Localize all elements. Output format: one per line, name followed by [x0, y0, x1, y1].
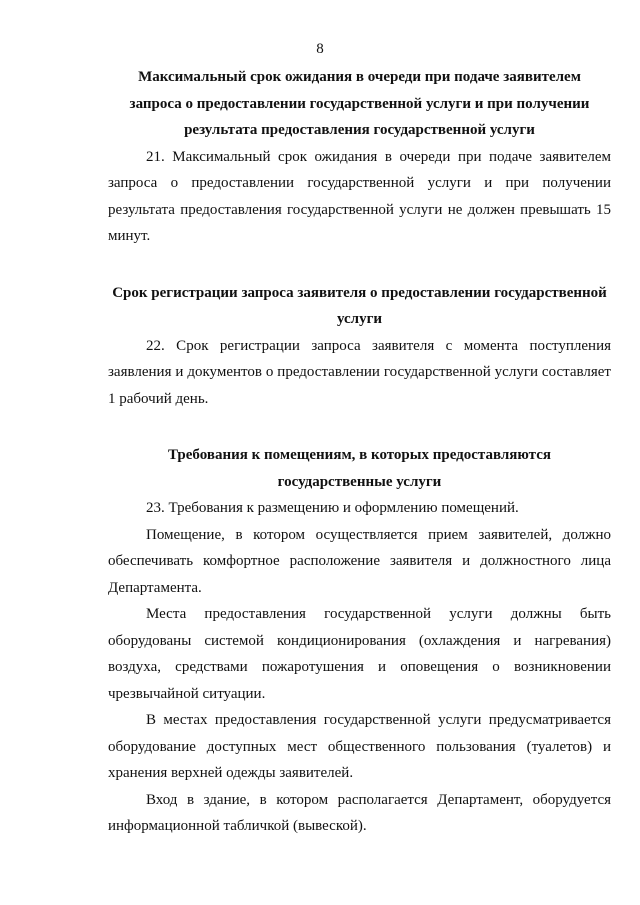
paragraph-premises: Помещение, в котором осуществляется прием заявителей, должно обеспечивать комфортное расположение заявителя и должностного лица Департамента.: [108, 526, 611, 596]
paragraph-21: 21. Максимальный срок ожидания в очереди при подаче заявителем запроса о предоставлении государственной услуги и при получении результата предоставления государственной услуги не должен превышать 15 минут.: [108, 148, 611, 244]
section-queue-time: [108, 64, 611, 250]
paragraph-public-facilities: В местах предоставления государственной услуги предусматривается оборудование доступных мест общественного пользования (туалетов) и хранения верхней одежды заявителей.: [108, 712, 611, 781]
section-heading-line: Максимальный срок ожидания в очереди при подаче заявителем: [138, 69, 581, 85]
section-heading-line: государственные услуги: [277, 473, 442, 490]
paragraph-service-places: Места предоставления государственной услуги должны быть оборудованы системой кондиционирования (охлаждения и нагревания) воздуха, средствами пожаротушения и оповещения о возникновении чрезвычайной ситуации.: [108, 606, 611, 702]
section-heading-line: Срок регистрации запроса заявителя о предоставлении государственной: [112, 284, 607, 301]
paragraph-23: 23. Требования к размещению и оформлению помещений.: [146, 500, 519, 516]
section-registration-time: [108, 280, 611, 413]
paragraph-22: 22. Срок регистрации запроса заявителя с момента поступления заявления и документов о предоставлении государственной услуги составляет 1 рабочий день.: [108, 337, 611, 407]
section-premises-requirements: [108, 442, 611, 840]
section-heading-line: запроса о предоставлении государственной услуги и при получении: [129, 95, 590, 112]
paragraph-entrance-sign: Вход в здание, в котором располагается Департамент, оборудуется информационной табличкой (вывеской).: [108, 791, 611, 834]
page-number: 8: [316, 41, 324, 57]
section-heading-line: результата предоставления государственной услуги: [184, 122, 535, 138]
section-heading-line: услуги: [336, 311, 383, 327]
section-heading-line: Требования к помещениям, в которых предоставляются: [167, 447, 551, 463]
